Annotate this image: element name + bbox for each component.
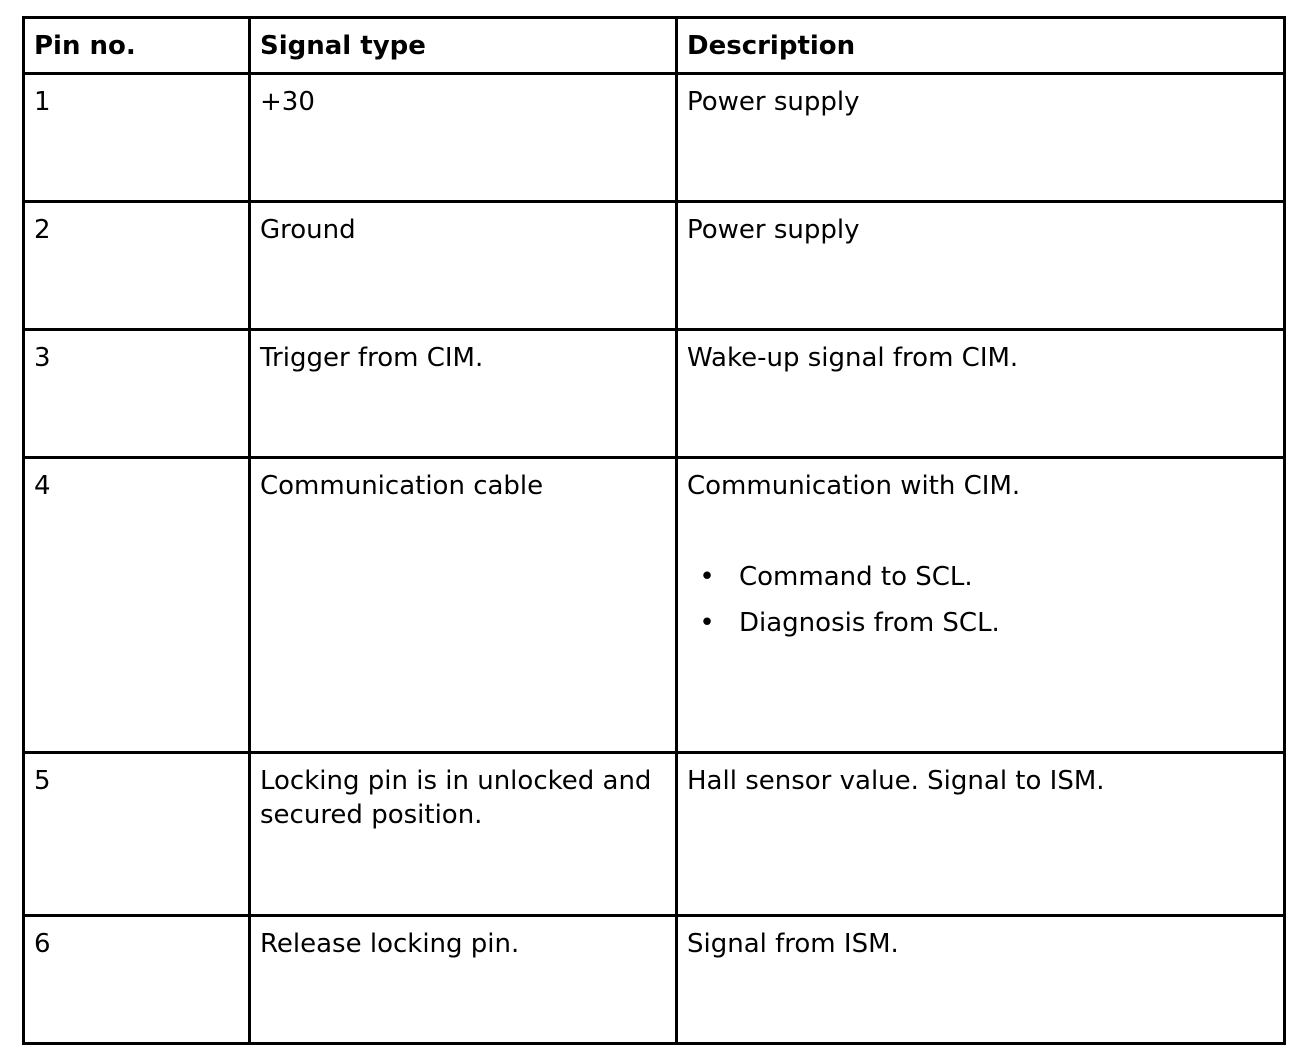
table-row <box>24 330 1285 458</box>
table-row <box>24 74 1285 202</box>
description-cell: Power supply <box>677 74 1285 202</box>
pin-number-cell: 4 <box>24 458 250 753</box>
signal-type-cell: Release locking pin. <box>250 916 677 1044</box>
header-description: Description <box>677 18 1285 74</box>
header-pin-no: Pin no. <box>24 18 250 74</box>
signal-type-cell: Ground <box>250 202 677 330</box>
pin-number-cell: 2 <box>24 202 250 330</box>
list-item-text: Command to SCL. <box>739 562 973 592</box>
signal-type-cell: Trigger from CIM. <box>250 330 677 458</box>
pin-number-cell: 3 <box>24 330 250 458</box>
bullet-icon: • <box>699 608 715 638</box>
description-text: Communication with CIM. <box>687 471 1021 501</box>
header-signal-type: Signal type <box>250 18 677 74</box>
description-cell: Wake-up signal from CIM. <box>677 330 1285 458</box>
description-cell <box>677 458 1285 753</box>
signal-type-cell: +30 <box>250 74 677 202</box>
list-item <box>699 606 1274 640</box>
pin-signal-table <box>22 16 1286 1045</box>
pin-number-cell: 1 <box>24 74 250 202</box>
table-row <box>24 753 1285 916</box>
table-row <box>24 202 1285 330</box>
pin-number-cell: 5 <box>24 753 250 916</box>
table-row <box>24 916 1285 1044</box>
description-cell: Power supply <box>677 202 1285 330</box>
bullet-icon: • <box>699 562 715 592</box>
signal-type-cell: Locking pin is in unlocked and secured position. <box>250 753 677 916</box>
table-header-row <box>24 18 1285 74</box>
description-cell: Hall sensor value. Signal to ISM. <box>677 753 1285 916</box>
list-item <box>699 560 1274 594</box>
table-row <box>24 458 1285 753</box>
list-item-text: Diagnosis from SCL. <box>739 608 1000 638</box>
pin-number-cell: 6 <box>24 916 250 1044</box>
description-cell: Signal from ISM. <box>677 916 1285 1044</box>
signal-type-cell: Communication cable <box>250 458 677 753</box>
description-bullet-list <box>687 560 1274 640</box>
